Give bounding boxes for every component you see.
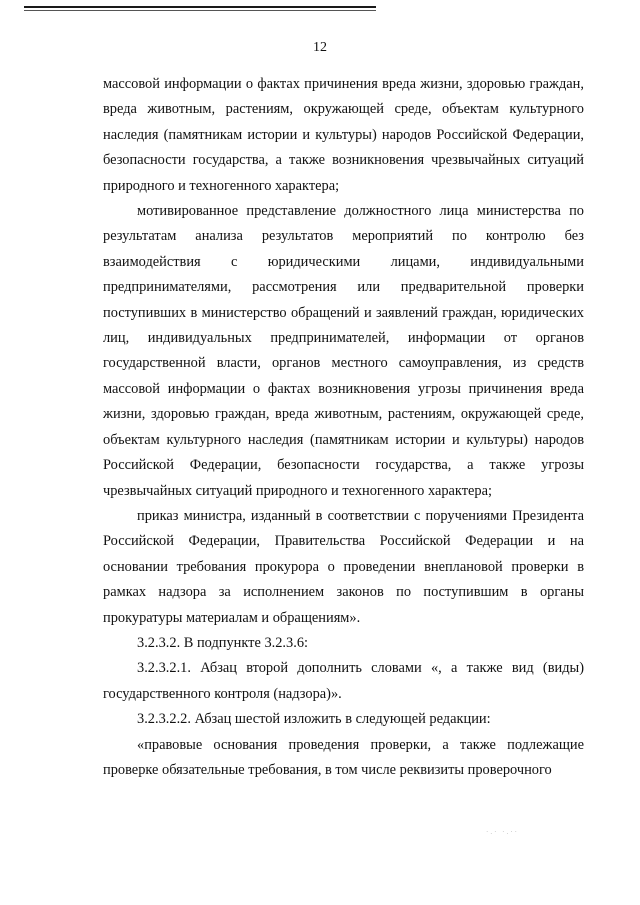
scan-noise: ·.· ·.·· — [486, 828, 519, 836]
top-border-line — [24, 6, 376, 8]
paragraph-minister-order: приказ министра, изданный в соответствии с поручениями Президента Российской Федерации, Правительства Российской Федерации и на основании требования прокурора о проведении внеплановой проверки в рамках надзора за исполнением законов по поступившим в органы прокуратуры материалам и обращениям». — [103, 507, 584, 626]
document-body — [103, 72, 584, 783]
page-number: 12 — [313, 40, 327, 55]
paragraph-subclause-3-2-3-2-1: 3.2.3.2.1. Абзац второй дополнить словами «, а также вид (виды) государственного контроля (надзора)». — [103, 660, 584, 702]
paragraph-motivated-submission: мотивированное представление должностного лица министерства по результатам анализа результатов мероприятий по контролю без взаимодействия с юридическими лицами, индивидуальными предпринимателями, рассмотрения или предварительной проверки поступивших в министерство обращений и заявлений граждан, юридических лиц, индивидуальных предпринимателей, информации от органов государственной власти, органов местного самоуправления, из средств массовой информации о фактах возникновения угрозы причинения вреда жизни, здоровью граждан, вреда животным, растениям, окружающей среде, объектам культурного наследия (памятникам истории и культуры) народов Российской Федерации, безопасности государства, а также угрозы чрезвычайных ситуаций природного и техногенного характера; — [103, 203, 584, 499]
paragraph-subclause-3-2-3-2-2: 3.2.3.2.2. Абзац шестой изложить в следующей редакции: — [137, 711, 491, 728]
paragraph-subclause-3-2-3-2: 3.2.3.2. В подпункте 3.2.3.6: — [137, 634, 309, 651]
top-border-line-thin — [24, 10, 376, 11]
paragraph-continuation: массовой информации о фактах причинения вреда жизни, здоровью граждан, вреда животным, растениям, окружающей среде, объектам культурного наследия (памятникам истории и культуры) народов Российской Федерации, безопасности государства, а также возникновения чрезвычайных ситуаций природного и техногенного характера; — [103, 76, 584, 194]
paragraph-legal-grounds: «правовые основания проведения проверки, а также подлежащие проверке обязательные требования, в том числе реквизиты проверочного — [103, 736, 584, 778]
